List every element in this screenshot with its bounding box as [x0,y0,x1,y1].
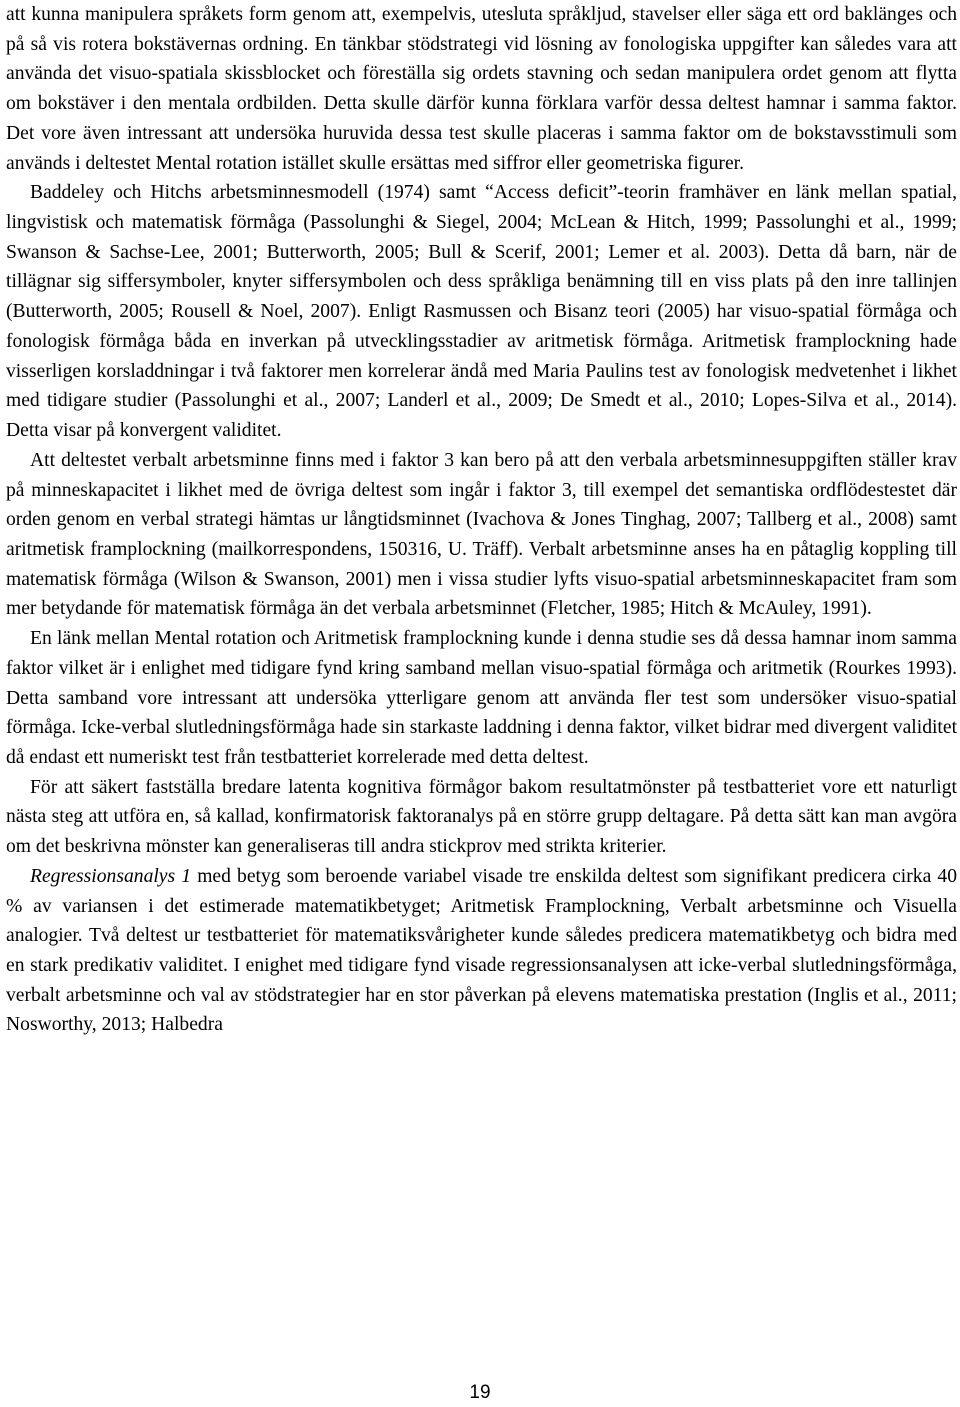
paragraph-verbal-working-memory: Att deltestet verbalt arbetsminne finns med i faktor 3 kan bero på att den verbala arbetsminnesuppgiften ställer krav på minneskapacitet i likhet med de övriga deltest som ingår i faktor 3, till exempel det semantiska ordflödestestet där orden genom en verbal strategi hämtas ur långtidsminnet (Ivachova & Jones Tinghag, 2007; Tallberg et al., 2008) samt aritmetisk framplockning (mailkorrespondens, 150316, U. Träff). Verbalt arbetsminne anses ha en påtaglig koppling till matematisk förmåga (Wilson & Swanson, 2001) men i vissa studier lyfts visuo-spatial arbetsminneskapacitet fram som mer betydande för matematisk förmåga än det verbala arbetsminnet (Fletcher, 1985; Hitch & McAuley, 1991). [6,449,957,620]
page-number: 19 [469,1382,491,1403]
paragraph-continuation: att kunna manipulera språkets form genom att, exempelvis, utesluta språkljud, stavelser eller säga ett ord baklänges och på så vis rotera bokstävernas ordning. En tänkbar stödstrategi vid lösning av fonologiska uppgifter kan således vara att använda det visuo-spatiala skissblocket och föreställa sig ordets stavning och sedan manipulera ordet genom att flytta om bokstäver i den mentala ordbilden. Detta skulle därför kunna förklara varför dessa deltest hamnar i samma faktor. Det vore även intressant att undersöka huruvida dessa test skulle placeras i samma faktor om de bokstavsstimuli som används i deltestet Mental rotation istället skulle ersättas med siffror eller geometriska figurer. [6,4,957,174]
document-page [6,0,957,1040]
paragraph-baddeley-hitch: Baddeley och Hitchs arbetsminnesmodell (1974) samt “Access deficit”-teorin framhäver en länk mellan spatial, lingvistisk och matematisk förmåga (Passolunghi & Siegel, 2004; McLean & Hitch, 1999; Passolunghi et al., 1999; Swanson & Sachse-Lee, 2001; Butterworth, 2005; Bull & Scerif, 2001; Lemer et al. 2003). Detta då barn, när de tillägnar sig siffersymboler, knyter siffersymbolen och dess språkliga benämning till en viss plats på den inre tallinjen (Butterworth, 2005; Rousell & Noel, 2007). Enligt Rasmussen och Bisanz teori (2005) har visuo-spatial förmåga och fonologisk förmåga båda en inverkan på utvecklingsstadier av aritmetisk förmåga. Aritmetisk framplockning hade visserligen korsladdningar i två faktorer men korrelerar ändå med Maria Paulins test av fonologisk medvetenhet i likhet med tidigare studier (Passolunghi et al., 2007; Landerl et al., 2009; De Smedt et al., 2010; Lopes-Silva et al., 2014). Detta visar på konvergent validitet. [6,182,957,442]
regression-body: med betyg som beroende variabel visade tre enskilda deltest som signifikant predicera cirka 40 % av variansen i det estimerade matematikbetyget; Aritmetisk Framplockning, Verbalt arbetsminne och Visuella analogier. Två deltest ur testbatteriet för matematiksvårigheter kunde således predicera matematikbetyg och bidra med en stark predikativ validitet. I enighet med tidigare fynd visade regressionsanalysen att icke-verbal slutledningsförmåga, verbalt arbetsminne och val av stödstrategier har en stor påverkan på elevens matematiska prestation (Inglis et al., 2011; Nosworthy, 2013; Halbedra [6,865,957,1036]
paragraph-regression [6,862,957,1040]
paragraph-confirmatory-analysis: För att säkert fastställa bredare latenta kognitiva förmågor bakom resultatmönster på testbatteriet vore ett naturligt nästa steg att utföra en, så kallad, konfirmatorisk faktoranalys på en större grupp deltagare. På detta sätt kan man avgöra om det beskrivna mönster kan generaliseras till andra stickprov med strikta kriterier. [6,776,957,858]
paragraph-mental-rotation: En länk mellan Mental rotation och Aritmetisk framplockning kunde i denna studie ses då dessa hamnar inom samma faktor vilket är i enlighet med tidigare fynd kring samband mellan visuo-spatial förmåga och aritmetik (Rourkes 1993). Detta samband vore intressant att undersöka ytterligare genom att använda fler test som undersöker visuo-spatial förmåga. Icke-verbal slutledningsförmåga hade sin starkaste laddning i denna faktor, vilket bidrar med divergent validitet då endast ett numeriskt test från testbatteriet korrelerade med detta deltest. [6,628,958,768]
regression-heading-italic: Regressionsanalys 1 [30,865,192,887]
